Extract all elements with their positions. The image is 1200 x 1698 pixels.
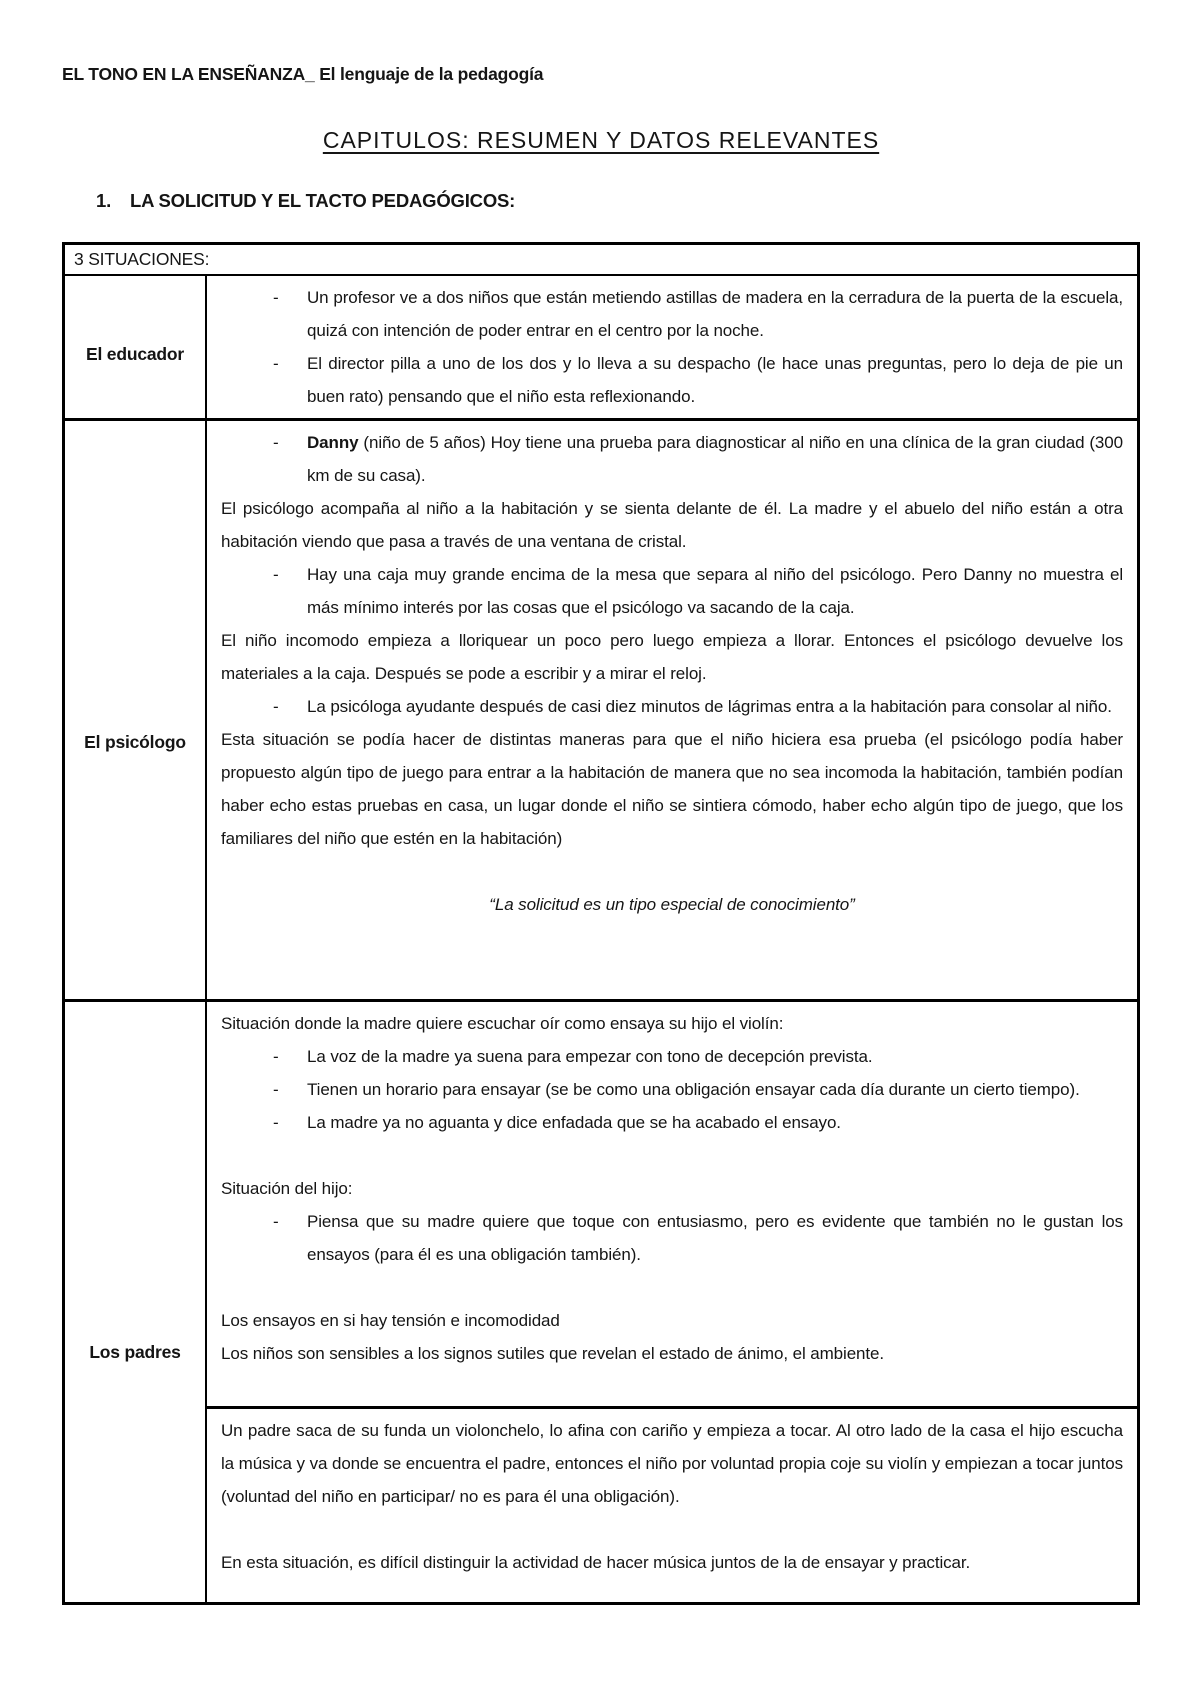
section-number: 1. [96, 190, 112, 211]
table-row [65, 276, 1137, 418]
row-cells [207, 421, 1137, 999]
bullet-dash-icon: - [273, 433, 279, 452]
row-label: El educador [65, 276, 207, 418]
bullet-dash-icon: - [273, 1080, 279, 1099]
table-cell [207, 1406, 1137, 1602]
table-body [65, 276, 1137, 1602]
paragraph: Un padre saca de su funda un violonchelo, lo afina con cariño y empieza a tocar. Al otro lado de la casa el hijo escucha la música y va donde se encuentra el padre, entonces el niño por voluntad propia coje su violín y empiezan a tocar juntos (voluntad del niño en participar/ no es para él una obligación). [221, 1421, 1123, 1506]
bullet-item: - Danny (niño de 5 años) Hoy tiene una prueba para diagnosticar al niño en una clínica de la gran ciudad (300 km de su casa). [221, 426, 1123, 492]
bold-text: Danny [307, 433, 359, 452]
paragraph: Situación donde la madre quiere escuchar oír como ensaya su hijo el violín: [221, 1014, 784, 1033]
table-cell [207, 276, 1137, 418]
bullet-dash-icon: - [273, 565, 279, 584]
paragraph: Esta situación se podía hacer de distintas maneras para que el niño hiciera esa prueba (el psicólogo podía haber propuesto algún tipo de juego para entrar a la habitación de manera que no sea incomoda la habitación, también podían haber echo estas pruebas en casa, un lugar donde el niño se sintiera cómodo, haber echo algún tipo de juego, que los familiares del niño que estén en la habitación) [221, 730, 1123, 848]
paragraph: Situación del hijo: [221, 1179, 353, 1198]
bullet-dash-icon: - [273, 1113, 279, 1132]
section-title: LA SOLICITUD Y EL TACTO PEDAGÓGICOS: [130, 190, 516, 211]
blank-line [221, 1139, 1123, 1172]
situations-table [62, 242, 1140, 1605]
document-header: EL TONO EN LA ENSEÑANZA_ El lenguaje de la pedagogía [62, 64, 544, 84]
bullet-item: - La voz de la madre ya suena para empezar con tono de decepción prevista. [221, 1040, 1123, 1073]
bullet-item: - La psicóloga ayudante después de casi diez minutos de lágrimas entra a la habitación para consolar al niño. [221, 690, 1123, 723]
blank-line [221, 855, 1123, 888]
paragraph: El psicólogo acompaña al niño a la habitación y se sienta delante de él. La madre y el abuelo del niño están a otra habitación viendo que pasa a través de una ventana de cristal. [221, 499, 1123, 551]
bullet-item: - El director pilla a uno de los dos y lo lleva a su despacho (le hace unas preguntas, pero lo deja de pie un buen rato) pensando que el niño esta reflexionando. [221, 347, 1123, 413]
bullet-item: - Un profesor ve a dos niños que están metiendo astillas de madera en la cerradura de la puerta de la escuela, quizá con intención de poder entrar en el centro por la noche. [221, 281, 1123, 347]
blank-line [221, 1271, 1123, 1304]
table-cell [207, 421, 1137, 999]
blank-line [221, 1513, 1123, 1546]
bullet-dash-icon: - [273, 354, 279, 373]
row-cells [207, 1002, 1137, 1602]
row-cells [207, 276, 1137, 418]
row-label: Los padres [65, 1002, 207, 1602]
paragraph: Los niños son sensibles a los signos sutiles que revelan el estado de ánimo, el ambiente. [221, 1344, 885, 1363]
table-title: 3 SITUACIONES: [65, 245, 1137, 276]
bullet-item: - Piensa que su madre quiere que toque con entusiasmo, pero es evidente que también no le gustan los ensayos (para él es una obligación también). [221, 1205, 1123, 1271]
paragraph: Los ensayos en si hay tensión e incomodidad [221, 1311, 560, 1330]
table-row [65, 418, 1137, 999]
bullet-dash-icon: - [273, 697, 279, 716]
quote-line: “La solicitud es un tipo especial de conocimiento” [489, 895, 855, 914]
section-heading [62, 190, 1140, 212]
table-cell [207, 1002, 1137, 1406]
document-title-text: CAPITULOS: RESUMEN Y DATOS RELEVANTES [322, 127, 880, 153]
row-label: El psicólogo [65, 421, 207, 999]
paragraph: El niño incomodo empieza a lloriquear un poco pero luego empieza a llorar. Entonces el psicólogo devuelve los materiales a la caja. Después se pode a escribir y a mirar el reloj. [221, 631, 1123, 683]
bullet-item: - Tienen un horario para ensayar (se be como una obligación ensayar cada día durante un cierto tiempo). [221, 1073, 1123, 1106]
bullet-item: - Hay una caja muy grande encima de la mesa que separa al niño del psicólogo. Pero Danny no muestra el más mínimo interés por las cosas que el psicólogo va sacando de la caja. [221, 558, 1123, 624]
document-title [62, 127, 1140, 154]
table-row [65, 999, 1137, 1602]
bullet-item: - La madre ya no aguanta y dice enfadada que se ha acabado el ensayo. [221, 1106, 1123, 1139]
bullet-dash-icon: - [273, 288, 279, 307]
bullet-dash-icon: - [273, 1047, 279, 1066]
bullet-dash-icon: - [273, 1212, 279, 1231]
paragraph: En esta situación, es difícil distinguir la actividad de hacer música juntos de la de ensayar y practicar. [221, 1553, 971, 1572]
